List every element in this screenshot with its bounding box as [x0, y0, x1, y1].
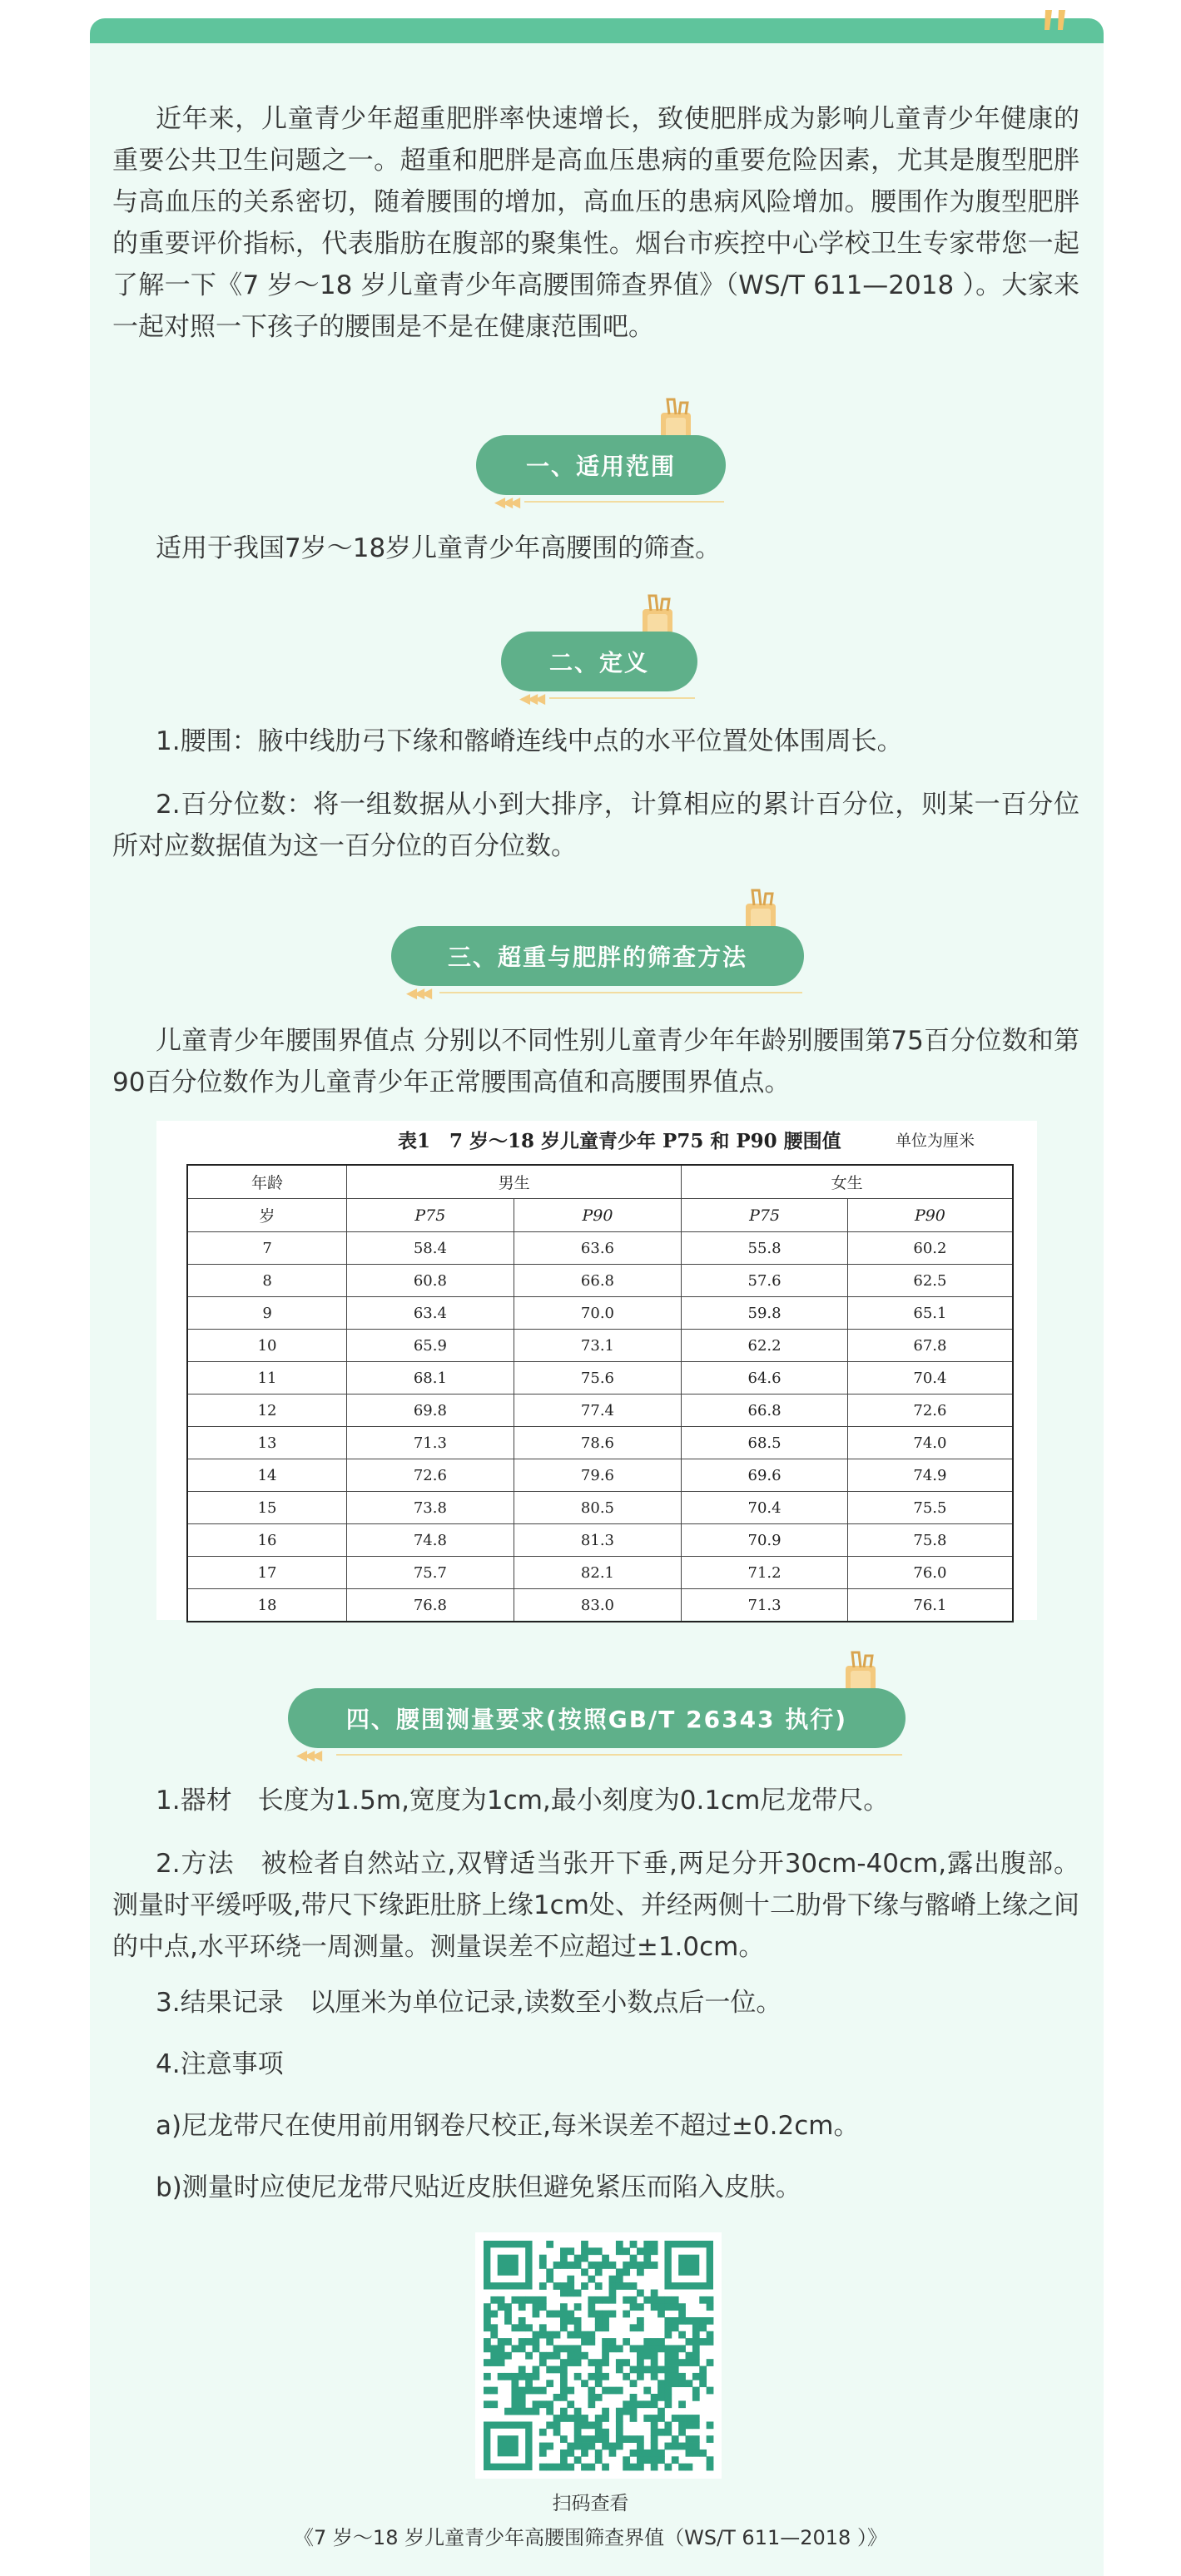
girls-p75-cell: 71.3 — [682, 1589, 848, 1622]
girls-p90-cell: 60.2 — [847, 1232, 1013, 1265]
qr-caption: 扫码查看 — [552, 2493, 629, 2514]
heading-underline — [336, 1754, 902, 1756]
waist-table — [186, 1164, 1014, 1622]
girls-p90-cell: 75.8 — [847, 1524, 1013, 1557]
quote-icon — [1042, 8, 1070, 33]
boys-p75-cell: 73.8 — [347, 1492, 514, 1524]
girls-p90-cell: 62.5 — [847, 1265, 1013, 1297]
girls-p75-cell: 68.5 — [682, 1427, 848, 1459]
boys-p90-cell: 78.6 — [514, 1427, 682, 1459]
arrow-decoration-icon: ◀◀◀ — [296, 1747, 320, 1764]
girls-p75-cell: 66.8 — [682, 1395, 848, 1427]
section-heading-definition: 二、定义 — [501, 632, 697, 691]
qr-standard-title: 《7 岁～18 岁儿童青少年高腰围筛查界值（WS/T 611—2018 ）》 — [294, 2526, 887, 2549]
boys-p75-cell: 74.8 — [347, 1524, 514, 1557]
age-cell: 12 — [187, 1395, 347, 1427]
boys-p90-cell: 81.3 — [514, 1524, 682, 1557]
girls-p75-cell: 57.6 — [682, 1265, 848, 1297]
note-b: b)测量时应使尼龙带尺贴近皮肤但避免紧压而陷入皮肤。 — [156, 2172, 801, 2202]
age-cell: 8 — [187, 1265, 347, 1297]
boys-p90-cell: 80.5 — [514, 1492, 682, 1524]
heading-underline — [549, 697, 695, 699]
table-title: 表1 7 岁～18 岁儿童青少年 P75 和 P90 腰围值 — [398, 1130, 841, 1152]
girls-p75-cell: 71.2 — [682, 1557, 848, 1589]
measurement-method: 2.方法 被检者自然站立,双臂适当张开下垂,两足分开30cm-40cm,露出腹部。测量时平缓呼吸,带尺下缘距肚脐上缘1cm处、并经两侧十二肋骨下缘与髂嵴上缘之间的中点,水平环绕一周测量。测量误差不应超过±1.0cm。 — [112, 1849, 1079, 1962]
table-row — [187, 1492, 1013, 1524]
boys-p90-cell: 63.6 — [514, 1232, 682, 1265]
scope-text: 适用于我国7岁～18岁儿童青少年高腰围的筛查。 — [156, 533, 722, 563]
header-girls-p75: P75 — [682, 1199, 848, 1232]
header-boys-p75: P75 — [347, 1199, 514, 1232]
table-row — [187, 1232, 1013, 1265]
boys-p75-cell: 69.8 — [347, 1395, 514, 1427]
age-cell: 9 — [187, 1297, 347, 1330]
header-age: 年龄 — [187, 1165, 347, 1199]
header-girls: 女生 — [682, 1165, 1013, 1199]
definition-waist: 1.腰围：腋中线肋弓下缘和髂嵴连线中点的水平位置处体围周长。 — [156, 726, 903, 756]
boys-p75-cell: 65.9 — [347, 1330, 514, 1362]
boys-p90-cell: 73.1 — [514, 1330, 682, 1362]
age-cell: 13 — [187, 1427, 347, 1459]
boys-p75-cell: 68.1 — [347, 1362, 514, 1395]
waist-table-figure — [156, 1121, 1037, 1620]
table-row — [187, 1297, 1013, 1330]
measurement-notes: 4.注意事项 — [156, 2049, 284, 2079]
boys-p75-cell: 63.4 — [347, 1297, 514, 1330]
girls-p90-cell: 75.5 — [847, 1492, 1013, 1524]
table-row — [187, 1557, 1013, 1589]
boys-p90-cell: 75.6 — [514, 1362, 682, 1395]
table-row — [187, 1265, 1013, 1297]
qr-code[interactable] — [475, 2232, 722, 2479]
girls-p75-cell: 70.4 — [682, 1492, 848, 1524]
qr-code-icon — [475, 2232, 722, 2479]
girls-p90-cell: 70.4 — [847, 1362, 1013, 1395]
girls-p75-cell: 59.8 — [682, 1297, 848, 1330]
section-heading-scope: 一、适用范围 — [476, 435, 726, 495]
table-body — [187, 1232, 1013, 1622]
boys-p75-cell: 58.4 — [347, 1232, 514, 1265]
arrow-decoration-icon: ◀◀◀ — [406, 985, 429, 1002]
arrow-decoration-icon: ◀◀◀ — [494, 494, 518, 511]
age-cell: 18 — [187, 1589, 347, 1622]
girls-p75-cell: 69.6 — [682, 1459, 848, 1492]
header-boys-p90: P90 — [514, 1199, 682, 1232]
section-heading-screening: 三、超重与肥胖的筛查方法 — [391, 926, 804, 986]
boys-p75-cell: 71.3 — [347, 1427, 514, 1459]
intro-paragraph: 近年来，儿童青少年超重肥胖率快速增长，致使肥胖成为影响儿童青少年健康的重要公共卫生问题之一。超重和肥胖是高血压患病的重要危险因素，尤其是腹型肥胖与高血压的关系密切，随着腰围的增加，高血压的患病风险增加。腰围作为腹型肥胖的重要评价指标，代表脂肪在腹部的聚集性。烟台市疾控中心学校卫生专家带您一起了解一下《7 岁～18 岁儿童青少年高腰围筛查界值》（WS/T 611—2018 ）。大家来一起对照一下孩子的腰围是不是在健康范围吧。 — [112, 104, 1079, 342]
header-age-unit: 岁 — [187, 1199, 347, 1232]
table-row — [187, 1524, 1013, 1557]
table-row — [187, 1330, 1013, 1362]
header-boys: 男生 — [347, 1165, 682, 1199]
table-row — [187, 1362, 1013, 1395]
age-cell: 7 — [187, 1232, 347, 1265]
table-row — [187, 1395, 1013, 1427]
boys-p90-cell: 79.6 — [514, 1459, 682, 1492]
heading-underline — [524, 501, 724, 503]
boys-p90-cell: 66.8 — [514, 1265, 682, 1297]
age-cell: 15 — [187, 1492, 347, 1524]
girls-p90-cell: 65.1 — [847, 1297, 1013, 1330]
boys-p90-cell: 77.4 — [514, 1395, 682, 1427]
age-cell: 11 — [187, 1362, 347, 1395]
boys-p90-cell: 83.0 — [514, 1589, 682, 1622]
girls-p90-cell: 72.6 — [847, 1395, 1013, 1427]
note-a: a)尼龙带尺在使用前用钢卷尺校正,每米误差不超过±0.2cm。 — [156, 2111, 860, 2141]
heading-underline — [439, 992, 802, 993]
girls-p90-cell: 76.0 — [847, 1557, 1013, 1589]
table-row — [187, 1427, 1013, 1459]
boys-p90-cell: 70.0 — [514, 1297, 682, 1330]
table-caption — [156, 1121, 1037, 1154]
top-banner — [90, 18, 1104, 43]
table-row — [187, 1589, 1013, 1622]
girls-p90-cell: 76.1 — [847, 1589, 1013, 1622]
boys-p75-cell: 75.7 — [347, 1557, 514, 1589]
header-girls-p90: P90 — [847, 1199, 1013, 1232]
girls-p75-cell: 64.6 — [682, 1362, 848, 1395]
girls-p90-cell: 67.8 — [847, 1330, 1013, 1362]
definition-percentile: 2.百分位数：将一组数据从小到大排序，计算相应的累计百分位，则某一百分位所对应数据值为这一百分位的百分位数。 — [112, 790, 1079, 861]
boys-p75-cell: 72.6 — [347, 1459, 514, 1492]
table-row — [187, 1459, 1013, 1492]
age-cell: 14 — [187, 1459, 347, 1492]
section-heading-measurement: 四、腰围测量要求(按照GB/T 26343 执行) — [288, 1688, 906, 1748]
girls-p90-cell: 74.0 — [847, 1427, 1013, 1459]
age-cell: 10 — [187, 1330, 347, 1362]
table-unit: 单位为厘米 — [896, 1132, 975, 1150]
age-cell: 17 — [187, 1557, 347, 1589]
boys-p90-cell: 82.1 — [514, 1557, 682, 1589]
boys-p75-cell: 76.8 — [347, 1589, 514, 1622]
measurement-equipment: 1.器材 长度为1.5m,宽度为1cm,最小刻度为0.1cm尼龙带尺。 — [156, 1786, 890, 1816]
screening-text: 儿童青少年腰围界值点 分别以不同性别儿童青少年年龄别腰围第75百分位数和第90百分位数作为儿童青少年正常腰围高值和高腰围界值点。 — [112, 1026, 1079, 1097]
girls-p90-cell: 74.9 — [847, 1459, 1013, 1492]
girls-p75-cell: 70.9 — [682, 1524, 848, 1557]
measurement-record: 3.结果记录 以厘米为单位记录,读数至小数点后一位。 — [156, 1988, 782, 2018]
girls-p75-cell: 55.8 — [682, 1232, 848, 1265]
age-cell: 16 — [187, 1524, 347, 1557]
boys-p75-cell: 60.8 — [347, 1265, 514, 1297]
arrow-decoration-icon: ◀◀◀ — [519, 691, 543, 707]
girls-p75-cell: 62.2 — [682, 1330, 848, 1362]
